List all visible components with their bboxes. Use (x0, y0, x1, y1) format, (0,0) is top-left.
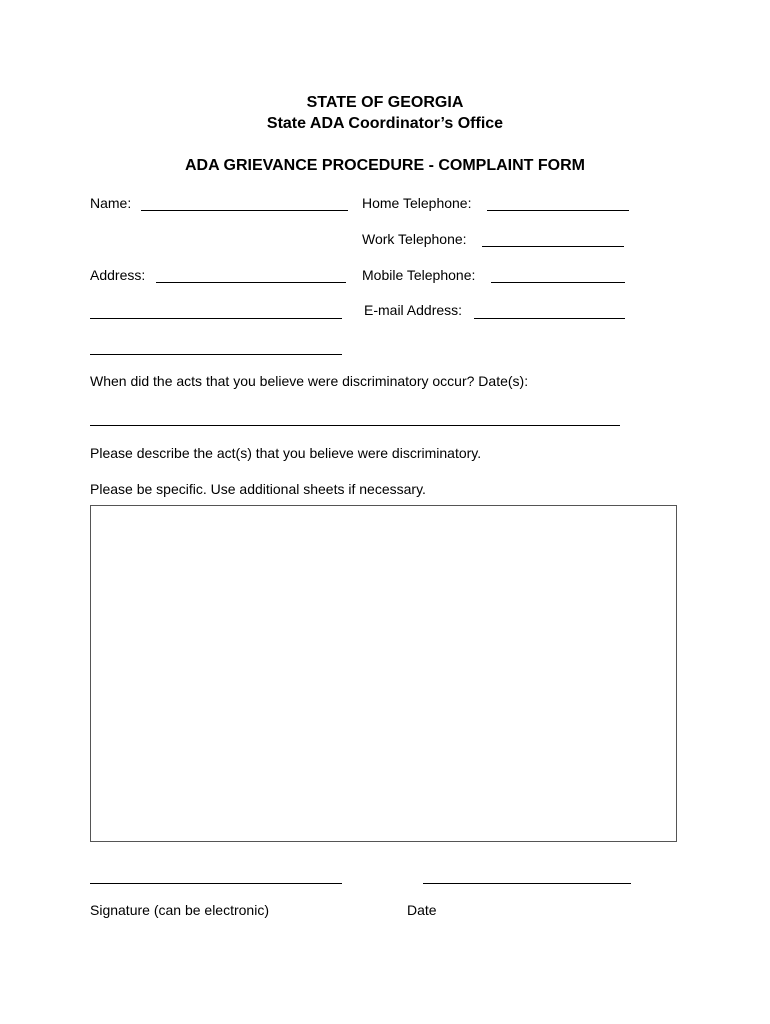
name-label: Name: (90, 195, 132, 211)
date-label: Date (407, 902, 437, 918)
home-telephone-field[interactable] (487, 210, 629, 211)
name-field[interactable] (141, 210, 348, 211)
email-label: E-mail Address: (364, 302, 463, 318)
address-field-1[interactable] (156, 282, 346, 283)
describe-instruction: Please describe the act(s) that you believe were discriminatory. (90, 445, 482, 461)
home-telephone-label: Home Telephone: (362, 195, 472, 211)
address-field-3[interactable] (90, 354, 342, 355)
email-field[interactable] (474, 318, 625, 319)
address-field-2[interactable] (90, 318, 342, 319)
office-heading: State ADA Coordinator’s Office (266, 115, 504, 132)
work-telephone-label: Work Telephone: (362, 231, 467, 247)
date-field[interactable] (423, 883, 631, 884)
dates-question: When did the acts that you believe were discriminatory occur? Date(s): (90, 373, 529, 389)
specific-instruction: Please be specific. Use additional sheets if necessary. (90, 481, 426, 497)
state-heading: STATE OF GEORGIA (306, 94, 464, 111)
mobile-telephone-label: Mobile Telephone: (362, 267, 476, 283)
signature-label: Signature (can be electronic) (90, 902, 269, 918)
form-title: ADA GRIEVANCE PROCEDURE - COMPLAINT FORM (185, 157, 585, 174)
address-label: Address: (90, 267, 146, 283)
work-telephone-field[interactable] (482, 246, 624, 247)
mobile-telephone-field[interactable] (491, 282, 625, 283)
description-textarea[interactable] (90, 505, 677, 842)
dates-field[interactable] (90, 425, 620, 426)
signature-field[interactable] (90, 883, 342, 884)
